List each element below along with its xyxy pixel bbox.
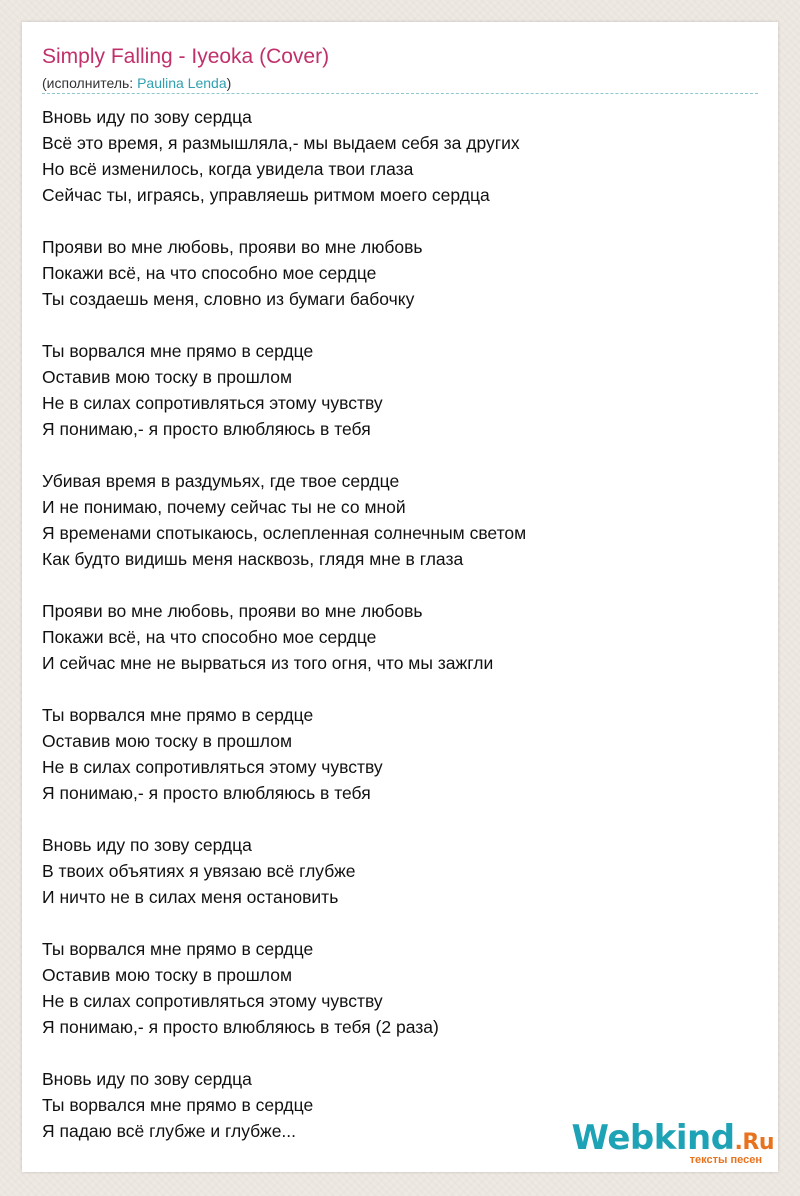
- lyric-line: Как будто видишь меня насквозь, глядя мне в глаза: [42, 549, 464, 569]
- lyrics-stanza: [42, 234, 742, 312]
- lyric-line: Я понимаю,- я просто влюбляюсь в тебя: [42, 419, 371, 439]
- artist-link[interactable]: Paulina Lenda: [137, 75, 227, 91]
- lyric-line: Ты ворвался мне прямо в сердце: [42, 1095, 314, 1115]
- lyric-line: Убивая время в раздумьях, где твое сердце: [42, 471, 400, 491]
- lyric-line: Ты ворвался мне прямо в сердце: [42, 705, 314, 725]
- lyric-line: И ничто не в силах меня остановить: [42, 887, 339, 907]
- lyrics-stanza: [42, 702, 742, 806]
- lyric-line: Не в силах сопротивляться этому чувству: [42, 757, 383, 777]
- artist-line: [42, 74, 231, 92]
- artist-suffix: ): [226, 75, 232, 91]
- lyric-line: Я временами спотыкаюсь, ослепленная солнечным светом: [42, 523, 527, 543]
- lyric-line: Вновь иду по зову сердца: [42, 1069, 252, 1089]
- lyric-line: Всё это время, я размышляла,- мы выдаем себя за других: [42, 133, 520, 153]
- artist-prefix: (исполнитель:: [42, 75, 138, 91]
- webkind-logo[interactable]: [571, 1118, 774, 1170]
- lyric-line: Но всё изменилось, когда увидела твои глаза: [42, 159, 414, 179]
- lyric-line: Я понимаю,- я просто влюбляюсь в тебя (2 раза): [42, 1017, 439, 1037]
- lyric-line: Ты ворвался мне прямо в сердце: [42, 341, 314, 361]
- logo-word: Webkind: [571, 1118, 735, 1158]
- lyric-line: В твоих объятиях я увязаю всё глубже: [42, 861, 356, 881]
- lyrics-stanza: [42, 936, 742, 1040]
- lyric-line: Оставив мою тоску в прошлом: [42, 965, 292, 985]
- lyric-line: Прояви во мне любовь, прояви во мне любовь: [42, 237, 423, 257]
- logo-tld: .Ru: [734, 1130, 774, 1155]
- title-divider: [42, 93, 758, 94]
- lyric-line: Не в силах сопротивляться этому чувству: [42, 991, 383, 1011]
- lyric-line: Я падаю всё глубже и глубже...: [42, 1121, 297, 1141]
- lyrics-stanza: [42, 832, 742, 910]
- lyric-line: Вновь иду по зову сердца: [42, 835, 252, 855]
- lyric-line: И не понимаю, почему сейчас ты не со мной: [42, 497, 406, 517]
- lyrics-body: [42, 104, 742, 1170]
- lyric-line: Оставив мою тоску в прошлом: [42, 731, 292, 751]
- song-title: Simply Falling - Iyeoka (Cover): [42, 45, 330, 68]
- lyric-line: Оставив мою тоску в прошлом: [42, 367, 292, 387]
- lyric-line: Я понимаю,- я просто влюбляюсь в тебя: [42, 783, 371, 803]
- lyrics-stanza: [42, 104, 742, 208]
- lyric-line: Не в силах сопротивляться этому чувству: [42, 393, 383, 413]
- lyrics-stanza: [42, 338, 742, 442]
- lyric-line: Покажи всё, на что способно мое сердце: [42, 627, 377, 647]
- lyrics-stanza: [42, 598, 742, 676]
- lyric-line: Покажи всё, на что способно мое сердце: [42, 263, 377, 283]
- lyrics-card: [22, 22, 778, 1172]
- lyrics-stanza: [42, 468, 742, 572]
- lyric-line: Ты ворвался мне прямо в сердце: [42, 939, 314, 959]
- lyric-line: Прояви во мне любовь, прояви во мне любовь: [42, 601, 423, 621]
- lyric-line: Сейчас ты, играясь, управляешь ритмом моего сердца: [42, 185, 490, 205]
- lyric-line: Вновь иду по зову сердца: [42, 107, 252, 127]
- logo-tagline: тексты песен: [689, 1154, 762, 1166]
- lyric-line: И сейчас мне не вырваться из того огня, что мы зажгли: [42, 653, 494, 673]
- lyric-line: Ты создаешь меня, словно из бумаги бабочку: [42, 289, 415, 309]
